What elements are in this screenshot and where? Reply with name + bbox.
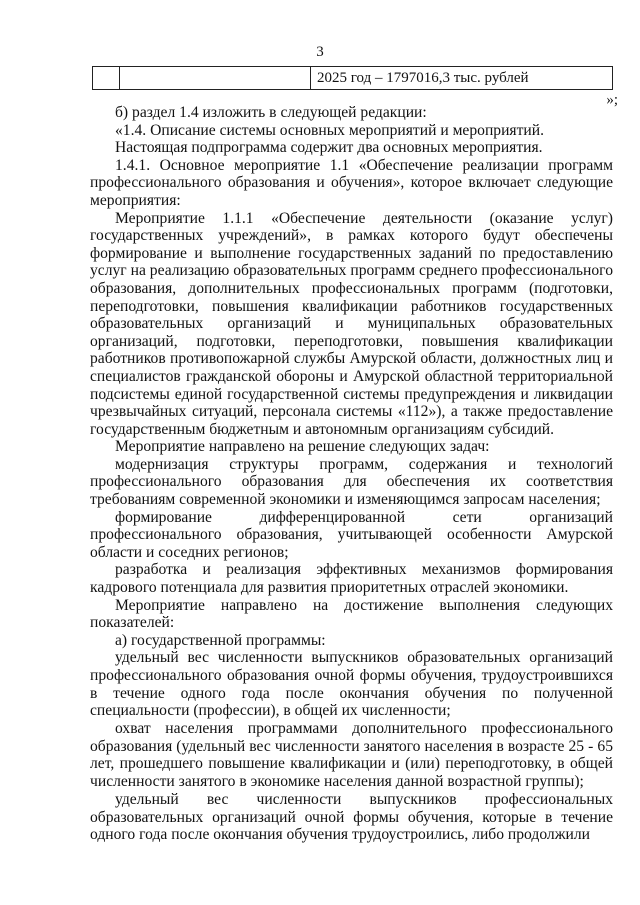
paragraph: Мероприятие 1.1.1 «Обеспечение деятельности (оказание услуг) государственных учреждений», в рамках которого будут обеспечены формирование и выполнение государственных заданий по предоставлению услуг на реализацию образовательных программ среднего профессионального образования, дополнительных профессиональных программ (подготовки, переподготовки, повышения квалификации работников государственных образовательных организаций и муниципальных образовательных организаций, подготовки, переподготовки, повышения квалификации работников противопожарной службы Амурской области, должностных лиц и специалистов гражданской обороны и Амурской областной территориальной подсистемы единой государственной системы предупреждения и ликвидации чрезвычайных ситуаций, персонала системы «112»), а также предоставление государственным бюджетным и автономным организациям субсидий.: [90, 209, 613, 438]
section-heading: «1.4. Описание системы основных мероприятий и мероприятий.: [115, 121, 545, 139]
paragraph: 1.4.1. Основное мероприятие 1.1 «Обеспечение реализации программ профессионального образования и обучения», которое включает следующие мероприятия:: [90, 156, 613, 209]
budget-table-row: [92, 66, 613, 90]
page-number: 3: [316, 44, 324, 60]
paragraph: Настоящая подпрограмма содержит два основных мероприятия.: [115, 139, 543, 157]
paragraph: разработка и реализация эффективных механизмов формирования кадрового потенциала для развития приоритетных отраслей экономики.: [90, 561, 613, 597]
paragraph: формирование дифференцированной сети организаций профессионального образования, учитывающей особенности Амурской области и соседних регионов;: [90, 508, 613, 561]
paragraph: б) раздел 1.4 изложить в следующей редакции:: [115, 104, 427, 121]
table-row: [93, 67, 613, 90]
paragraph: удельный вес численности выпускников образовательных организаций профессионального образования очной формы обучения, трудоустроившихся в течение одного года после окончания обучения по полученной специальности (профессии), в общей их численности;: [90, 649, 613, 720]
closing-quote-mark: »;: [606, 92, 618, 108]
document-body: [90, 104, 613, 844]
paragraph: охват населения программами дополнительного профессионального образования (удельный вес численности занятого населения в возрасте 25 - 65 лет, прошедшего повышение квалификации и (или) переподготовку, в общей численности занятого в экономике населения данной возрастной группы);: [90, 719, 613, 791]
paragraph: Мероприятие направлено на достижение выполнения следующих показателей:: [90, 596, 613, 632]
table-cell-empty: [93, 67, 120, 90]
table-cell-funding: 2025 год – 1797016,3 тыс. рублей: [311, 67, 613, 90]
paragraph: Мероприятие направлено на решение следующих задач:: [115, 438, 490, 456]
paragraph: удельный вес численности выпускников профессиональных образовательных организаций очной формы обучения, которые в течение одного года после окончания обучения трудоустроились, либо продолжили: [90, 790, 613, 844]
paragraph: модернизация структуры программ, содержания и технологий профессионального образования для обеспечения их соответствия требованиям современной экономики и изменяющимся запросам населения;: [90, 455, 613, 509]
paragraph: а) государственной программы:: [115, 631, 326, 649]
table-cell-empty: [120, 67, 311, 90]
